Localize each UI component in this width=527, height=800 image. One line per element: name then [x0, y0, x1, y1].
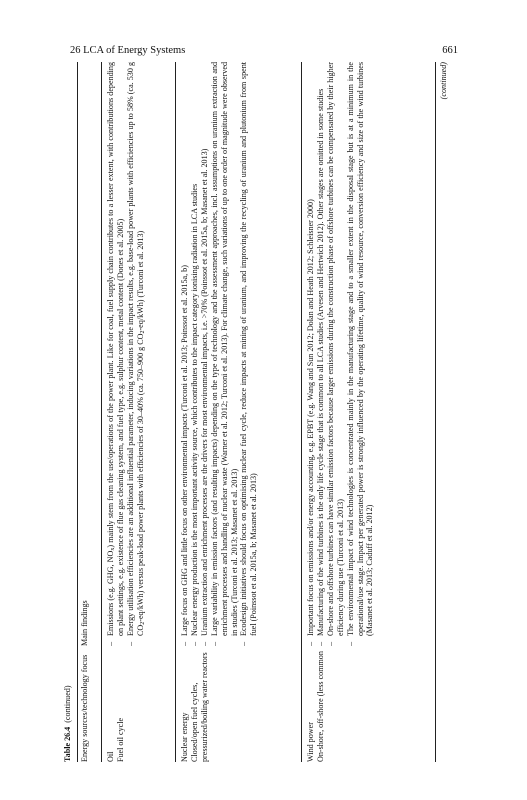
finding-item: – Ecodesign initiatives should focus on optimising nuclear fuel cycle, reduce impacts at mining of uranium, and improving the recycling of uranium and plutonium from spent fuel (Poinssot et al. 2015a, b; Masanet et al. 2013) — [239, 62, 259, 646]
finding-item: – The environmental impact of wind technologies is concentrated mainly in the manufacturing stage and to a smaller extent in the disposal stage but is at a minimum in the operational/use stage. Impact per generated power is strongly influenced by the operating lifetime, quality of wind resource, conversion efficiency and size of the wind turbines (Masanet et al. 2013; Caduff et al. 2012) — [346, 62, 376, 646]
row-category: Nuclear energy — [180, 712, 189, 762]
row-category: Wind power — [306, 722, 315, 762]
running-head — [70, 44, 458, 58]
finding-item: – Nuclear energy production is the most important activity source, which contributes to the impact category ionising radiation in LCA studies — [190, 62, 200, 646]
table-bottom-rule — [435, 62, 436, 762]
row-subcategory: On-shore, off-shore (less common — [315, 651, 325, 762]
col-header-source: Energy sources/technology focus — [80, 654, 89, 762]
page-number: 661 — [442, 45, 458, 56]
finding-item: – Large variability in emission factors (and resulting impacts) depending on the type of technology and the assessment approaches, incl. assumptions on uranium extraction and enrichment processes and handling of nuclear waste (Warner et al. 2012; Turconi et al. 2013). For climate change, such variations of up to one order of magnitude were observed in studies (Turconi et al. 2013; Masanet et al. 2013) — [210, 62, 240, 646]
table-header-rule — [101, 62, 102, 762]
finding-item: – Manufacturing of the wind turbines is the only life cycle stage that is common to all LCA studies (Arvesen and Hertwich 2012). Other stages are omitted in some studies — [316, 62, 326, 646]
row-subcategory: Closed/open fuel cycles, pressurized/boiling water reactors — [189, 652, 209, 762]
table-top-rule — [77, 62, 78, 762]
finding-item: – Uranium extraction and enrichment processes are the drivers for most environmental impacts, i.e. >70% (Poinssot et al. 2015a, b; Masanet et al. 2013) — [200, 62, 210, 646]
row-divider — [175, 62, 176, 762]
chapter-title: 26 LCA of Energy Systems — [70, 45, 186, 56]
finding-item: – Important focus on emissions and/or energy accounting, e.g. EPBT (e.g. Wang and Sun 2012; Dolan and Heath 2012; Schleisner 2000) — [306, 62, 316, 646]
rotated-table — [63, 62, 453, 762]
finding-item: – Large focus on GHG and little focus on other environmental impacts (Turconi et al. 2013; Poinssot et al. 2015a, b) — [180, 62, 190, 646]
finding-item: – Emissions (e.g. GHG, $NO_x$) mainly stem from the use/operations of the power plant. Like for coal, fuel supply chain contributes to a lesser extent, with contributions depending on plant settings, e.g. existence of flue gas cleaning system, and fuel type, e.g. sulphur content, metal content (Dones et al. 2005) — [106, 62, 126, 646]
finding-item: – Energy utilisation efficiencies are an additional influential parameter, inducing variations in the impact results, e.g. base-load power plants with efficiencies up to 58% (ca. 530 g $CO_2-eq/kWh$) versus peak-load power plants with efficiencies of 30–40% (ca. 750–900 g $CO_2-eq/kWh$) (Turconi et al. 2013) — [126, 62, 146, 646]
finding-item: – On-shore and offshore turbines can have similar emission factors because larger emissions during the construction phase of offshore turbines can be compensated by their higher efficiency during use (Turconi et al. 2013) — [326, 62, 346, 646]
table-caption-label: Table 26.4 — [63, 726, 72, 762]
table-caption — [63, 685, 75, 762]
continued-note: (continued) — [439, 62, 448, 100]
row-divider — [301, 62, 302, 762]
row-category: Oil — [106, 751, 115, 762]
col-header-findings: Main findings — [80, 600, 89, 646]
table-caption-note: (continued) — [63, 685, 72, 723]
row-subcategory: Fuel oil cycle — [115, 717, 125, 762]
